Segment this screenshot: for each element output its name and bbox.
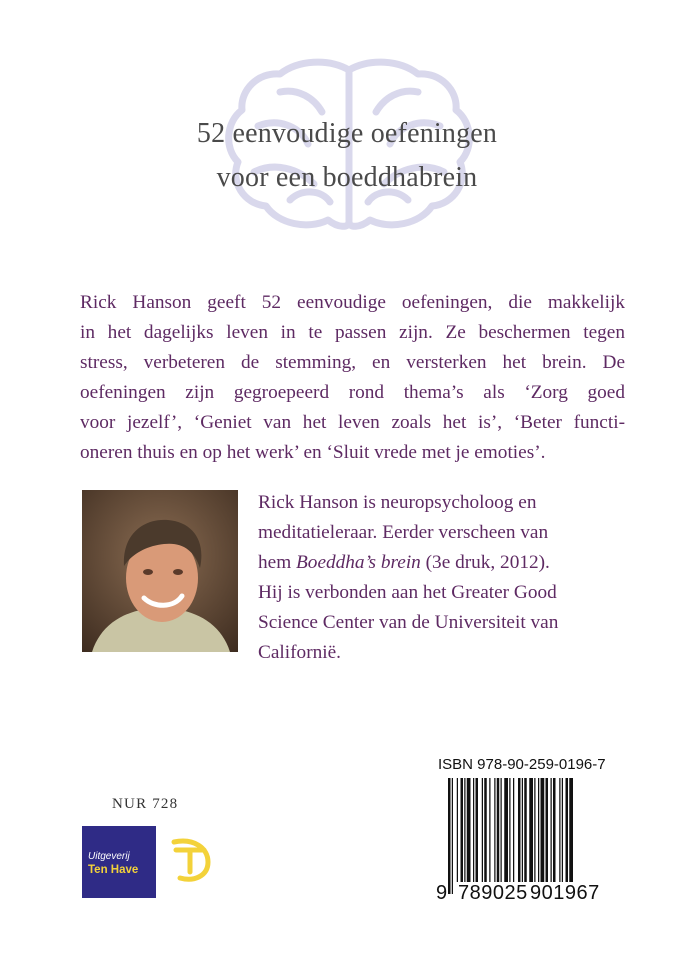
barcode-bar <box>569 778 573 894</box>
description-paragraph <box>80 288 625 468</box>
bio-line: Californië. <box>258 642 341 663</box>
barcode-bar <box>448 778 451 894</box>
barcode-bar <box>529 778 533 894</box>
book-title: Boeddha’s brein <box>296 552 421 573</box>
publisher-line-1: Uitgeverij <box>88 851 130 862</box>
barcode-bar <box>534 778 535 894</box>
barcode-bar <box>457 778 458 894</box>
barcode-bar <box>476 778 479 894</box>
barcode-bar <box>546 778 549 894</box>
publisher-logo <box>82 826 156 898</box>
barcode-bar <box>562 778 563 894</box>
title-line-1: 52 eenvoudige oefeningen <box>196 118 498 149</box>
publisher-line-2: Ten Have <box>88 864 139 876</box>
barcode <box>448 778 606 894</box>
description-line: oefeningen zijn gegroepeerd rond thema’s als ‘Zorg goed <box>80 382 625 403</box>
barcode-digit-group-1: 789025 <box>458 882 528 904</box>
nur-code: NUR 728 <box>112 796 179 812</box>
description-line: oneren thuis en op het werk’ en ‘Sluit vrede met je emoties’. <box>80 442 546 463</box>
barcode-digits <box>436 882 608 904</box>
barcode-bar <box>501 778 502 894</box>
isbn-label: ISBN 978-90-259-0196-7 <box>438 756 606 773</box>
barcode-bar <box>541 778 545 894</box>
barcode-bar <box>509 778 510 894</box>
barcode-bar <box>497 778 500 894</box>
bio-line <box>258 548 618 578</box>
bio-line: Science Center van de Universiteit van <box>258 612 559 633</box>
author-bio <box>258 488 618 668</box>
barcode-bar <box>482 778 483 894</box>
barcode-bar <box>524 778 527 894</box>
barcode-bar <box>551 778 552 894</box>
barcode-bar <box>484 778 487 894</box>
publisher-mark-icon <box>164 834 214 884</box>
barcode-bar <box>489 778 490 894</box>
description-line: Rick Hanson geeft 52 eenvoudige oefeningen, die makkelijk <box>80 292 625 313</box>
description-line: voor jezelf’, ‘Geniet van het leven zoals het is’, ‘Beter functi- <box>80 412 625 433</box>
bio-line: Rick Hanson is neuropsycholoog en <box>258 492 537 513</box>
barcode-bar <box>553 778 556 894</box>
description-line: in het dagelijks leven in te passen zijn. Ze beschermen tegen <box>80 322 625 343</box>
barcode-bar <box>494 778 495 894</box>
description-line: stress, verbeteren de stemming, en versterken het brein. De <box>80 352 625 373</box>
barcode-bar <box>452 778 453 894</box>
barcode-bar <box>467 778 471 894</box>
bio-text: hem <box>258 552 297 573</box>
barcode-bar <box>518 778 521 894</box>
barcode-bar <box>559 778 560 894</box>
bio-text: (3e druk, 2012). <box>420 552 550 573</box>
barcode-bar <box>538 778 539 894</box>
barcode-bar <box>461 778 464 894</box>
author-photo <box>82 490 238 652</box>
barcode-bar <box>513 778 514 894</box>
barcode-digit-first: 9 <box>436 882 448 904</box>
bio-line: Hij is verbonden aan het Greater Good <box>258 582 557 603</box>
barcode-bar <box>522 778 523 894</box>
bio-line: meditatieleraar. Eerder verscheen van <box>258 522 549 543</box>
title-line-2: voor een boeddhabrein <box>216 162 478 193</box>
barcode-bar <box>473 778 474 894</box>
barcode-bar <box>566 778 569 894</box>
barcode-bar <box>464 778 465 894</box>
barcode-bar <box>504 778 508 894</box>
barcode-digit-group-2: 901967 <box>530 882 600 904</box>
